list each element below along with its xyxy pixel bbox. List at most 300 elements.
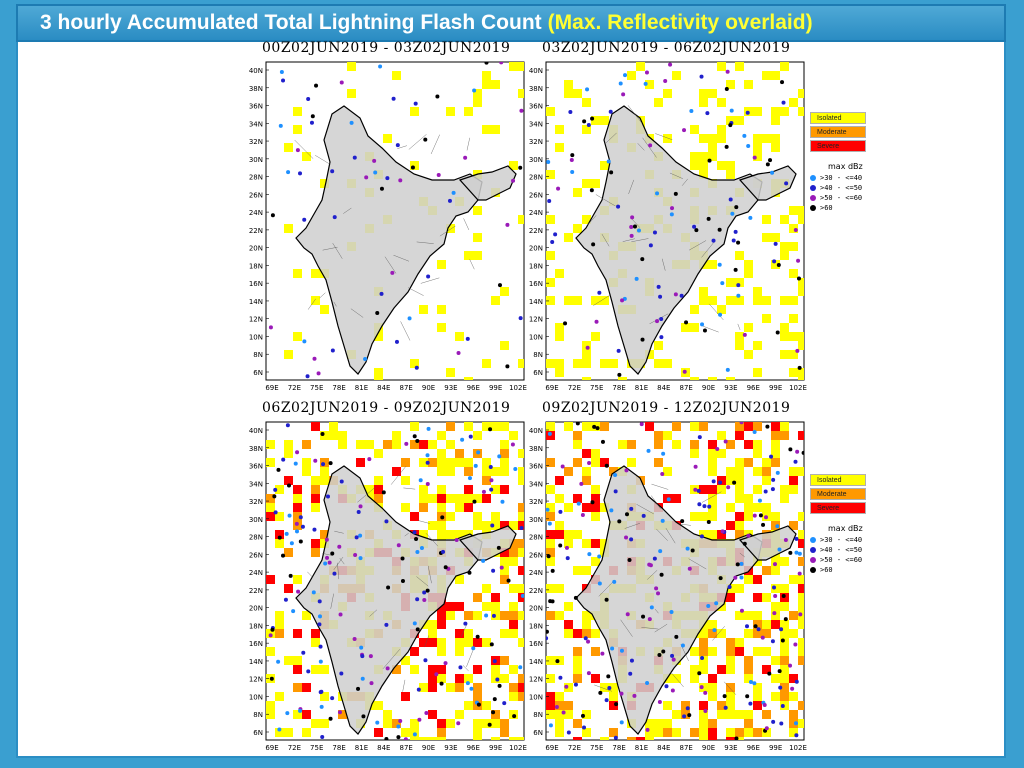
lightning-dot [395, 340, 399, 344]
legend-dbz-title: max dBz [828, 162, 863, 171]
reflectivity-cell [311, 638, 320, 647]
lightning-dot [610, 646, 614, 650]
lightning-dot [317, 622, 321, 626]
reflectivity-cell [275, 611, 284, 620]
reflectivity-cell [392, 431, 401, 440]
lat-tick-label: 38N [248, 444, 263, 453]
lightning-dot [796, 259, 800, 263]
reflectivity-cell [798, 575, 807, 584]
reflectivity-cell [663, 719, 672, 728]
lightning-dot [382, 490, 386, 494]
lightning-dot [340, 480, 344, 484]
reflectivity-cell [753, 449, 762, 458]
reflectivity-cell [338, 431, 347, 440]
reflectivity-cell [482, 638, 491, 647]
lightning-dot [306, 669, 310, 673]
reflectivity-cell [320, 305, 329, 314]
reflectivity-cell [744, 575, 753, 584]
lightning-dot [482, 490, 486, 494]
reflectivity-cell [573, 494, 582, 503]
legend-dbz-label: >60 [820, 204, 833, 212]
lightning-dot [416, 627, 420, 631]
reflectivity-cell [690, 152, 699, 161]
lightning-dot [545, 508, 549, 512]
reflectivity-cell [735, 431, 744, 440]
lightning-dot [320, 705, 324, 709]
lightning-dot [718, 480, 722, 484]
lightning-dot [630, 234, 634, 238]
lightning-dot [581, 714, 585, 718]
lat-tick-label: 12N [248, 675, 263, 684]
reflectivity-cell [762, 467, 771, 476]
lightning-dot [769, 455, 773, 459]
reflectivity-cell [753, 296, 762, 305]
reflectivity-cell [293, 269, 302, 278]
reflectivity-cell [320, 665, 329, 674]
lightning-dot [730, 109, 734, 113]
reflectivity-cell [473, 98, 482, 107]
legend-dbz-label: >30 - <=40 [820, 174, 863, 182]
reflectivity-cell [762, 296, 771, 305]
reflectivity-cell [392, 440, 401, 449]
reflectivity-cell [546, 278, 555, 287]
lightning-dot [385, 176, 389, 180]
lightning-dot [671, 688, 675, 692]
reflectivity-cell [798, 539, 807, 548]
reflectivity-cell [573, 566, 582, 575]
lightning-dot [498, 684, 502, 688]
lightning-dot [688, 567, 692, 571]
lightning-dot [723, 694, 727, 698]
lightning-dot [456, 721, 460, 725]
lightning-dot [301, 525, 305, 529]
lightning-dot [484, 61, 488, 65]
lightning-dot [311, 114, 315, 118]
reflectivity-cell [509, 683, 518, 692]
reflectivity-cell [410, 647, 419, 656]
lightning-dot [726, 70, 730, 74]
reflectivity-cell [464, 467, 473, 476]
lightning-dot [339, 671, 343, 675]
reflectivity-cell [482, 494, 491, 503]
reflectivity-cell [654, 440, 663, 449]
lightning-dot [286, 170, 290, 174]
lightning-dot [361, 714, 365, 718]
reflectivity-cell [789, 611, 798, 620]
lightning-dot [488, 723, 492, 727]
reflectivity-cell [401, 692, 410, 701]
lightning-dot [784, 538, 788, 542]
reflectivity-cell [473, 521, 482, 530]
lightning-dot [640, 422, 644, 426]
reflectivity-cell [275, 692, 284, 701]
lightning-dot [703, 691, 707, 695]
lightning-dot [306, 374, 310, 378]
lat-tick-label: 24N [248, 209, 263, 218]
legend-dot-icon [810, 537, 816, 543]
lightning-dot [655, 191, 659, 195]
lightning-dot [607, 686, 611, 690]
lightning-dot [544, 636, 548, 640]
reflectivity-cell [780, 62, 789, 71]
reflectivity-cell [780, 107, 789, 116]
reflectivity-cell [356, 440, 365, 449]
lightning-dot [621, 92, 625, 96]
reflectivity-cell [591, 458, 600, 467]
lat-tick-label: 36N [248, 462, 263, 471]
lightning-dot [698, 435, 702, 439]
lon-tick-label: 96E [466, 744, 480, 752]
reflectivity-cell [708, 728, 717, 737]
lon-tick-label: 93E [444, 384, 458, 392]
reflectivity-cell [293, 503, 302, 512]
reflectivity-cell [311, 485, 320, 494]
lightning-dot [270, 677, 274, 681]
reflectivity-cell [735, 251, 744, 260]
reflectivity-cell [401, 503, 410, 512]
reflectivity-cell [717, 161, 726, 170]
reflectivity-cell [464, 701, 473, 710]
map-panel-3 [244, 400, 530, 762]
reflectivity-cell [446, 368, 455, 377]
reflectivity-cell [726, 638, 735, 647]
lightning-dot [700, 656, 704, 660]
reflectivity-cell [509, 629, 518, 638]
lon-tick-label: 102E [509, 744, 527, 752]
reflectivity-cell [573, 665, 582, 674]
reflectivity-cell [464, 638, 473, 647]
lat-tick-label: 20N [528, 604, 543, 613]
reflectivity-cell [690, 440, 699, 449]
lightning-dot [375, 721, 379, 725]
reflectivity-cell [798, 341, 807, 350]
reflectivity-cell [717, 710, 726, 719]
lightning-dot [558, 676, 562, 680]
lat-tick-label: 14N [528, 297, 543, 306]
lightning-dot [641, 615, 645, 619]
reflectivity-cell [428, 440, 437, 449]
lightning-dot [658, 295, 662, 299]
lightning-dot [350, 121, 354, 125]
lightning-dot [718, 228, 722, 232]
lon-tick-label: 78E [332, 384, 346, 392]
reflectivity-cell [735, 584, 744, 593]
reflectivity-cell [293, 683, 302, 692]
reflectivity-cell [591, 485, 600, 494]
lightning-dot [765, 726, 769, 730]
lightning-dot [732, 481, 736, 485]
lightning-dot [280, 70, 284, 74]
reflectivity-cell [500, 422, 509, 431]
reflectivity-cell [564, 629, 573, 638]
lightning-dot [780, 80, 784, 84]
reflectivity-cell [500, 611, 509, 620]
lightning-dot [745, 624, 749, 628]
lightning-dot [398, 178, 402, 182]
reflectivity-cell [293, 656, 302, 665]
lat-tick-label: 28N [248, 533, 263, 542]
lat-tick-label: 36N [528, 462, 543, 471]
lightning-dot [278, 536, 282, 540]
lightning-dot [298, 171, 302, 175]
reflectivity-cell [482, 125, 491, 134]
reflectivity-cell [266, 503, 275, 512]
lat-tick-label: 8N [253, 711, 263, 720]
reflectivity-cell [762, 593, 771, 602]
lightning-dot [401, 556, 405, 560]
lightning-dot [574, 683, 578, 687]
lightning-dot [489, 465, 493, 469]
reflectivity-cell [753, 368, 762, 377]
reflectivity-cell [627, 71, 636, 80]
legend-dbz-item [810, 565, 900, 575]
lon-tick-label: 72E [567, 384, 582, 392]
lightning-dot [794, 460, 798, 464]
lon-tick-label: 72E [567, 744, 582, 752]
lightning-dot [619, 82, 623, 86]
reflectivity-cell [446, 107, 455, 116]
reflectivity-cell [591, 503, 600, 512]
reflectivity-cell [293, 575, 302, 584]
lightning-dot [484, 614, 488, 618]
reflectivity-cell [464, 494, 473, 503]
reflectivity-cell [437, 638, 446, 647]
lightning-dot [384, 623, 388, 627]
reflectivity-cell [546, 215, 555, 224]
reflectivity-cell [509, 692, 518, 701]
reflectivity-cell [555, 521, 564, 530]
lat-tick-label: 14N [528, 657, 543, 666]
lightning-dot [270, 628, 274, 632]
reflectivity-cell [690, 125, 699, 134]
reflectivity-cell [663, 431, 672, 440]
reflectivity-cell [735, 710, 744, 719]
reflectivity-cell [573, 629, 582, 638]
reflectivity-cell [744, 494, 753, 503]
reflectivity-cell [798, 647, 807, 656]
reflectivity-cell [789, 368, 798, 377]
lightning-dot [404, 737, 408, 741]
lon-tick-label: 72E [287, 744, 302, 752]
reflectivity-cell [771, 620, 780, 629]
lightning-dot [707, 217, 711, 221]
reflectivity-cell [437, 305, 446, 314]
reflectivity-cell [564, 80, 573, 89]
legend-category: Moderate [810, 126, 866, 138]
lon-tick-label: 87E [679, 384, 693, 392]
reflectivity-cell [690, 323, 699, 332]
lightning-dot [396, 725, 400, 729]
lightning-dot [302, 218, 306, 222]
lightning-dot [664, 684, 668, 688]
lon-tick-label: 69E [265, 384, 279, 392]
reflectivity-cell [762, 503, 771, 512]
lon-tick-label: 99E [488, 384, 503, 392]
lon-tick-label: 75E [590, 384, 604, 392]
reflectivity-cell [573, 656, 582, 665]
reflectivity-cell [555, 530, 564, 539]
lightning-dot [574, 596, 578, 600]
legend-category: Severe [810, 140, 866, 152]
lightning-dot [497, 546, 501, 550]
reflectivity-cell [464, 611, 473, 620]
reflectivity-cell [609, 692, 618, 701]
lat-tick-label: 18N [248, 622, 263, 631]
lightning-dot [740, 609, 744, 613]
reflectivity-cell [753, 575, 762, 584]
lightning-dot [330, 696, 334, 700]
reflectivity-cell [302, 683, 311, 692]
reflectivity-cell [780, 296, 789, 305]
lightning-dot [746, 111, 750, 115]
lon-tick-label: 99E [488, 744, 503, 752]
lightning-dot [312, 528, 316, 532]
lat-tick-label: 16N [248, 640, 263, 649]
lightning-dot [746, 144, 750, 148]
lightning-dot [659, 317, 663, 321]
reflectivity-cell [564, 602, 573, 611]
reflectivity-cell [600, 359, 609, 368]
reflectivity-cell [744, 629, 753, 638]
reflectivity-cell [464, 107, 473, 116]
lightning-dot [777, 548, 781, 552]
lightning-dot [647, 449, 651, 453]
reflectivity-cell [798, 584, 807, 593]
lightning-dot [597, 555, 601, 559]
lat-tick-label: 18N [248, 262, 263, 271]
lat-tick-label: 22N [248, 586, 263, 595]
reflectivity-cell [302, 152, 311, 161]
reflectivity-cell [726, 728, 735, 737]
lightning-dot [417, 718, 421, 722]
reflectivity-cell [744, 350, 753, 359]
reflectivity-cell [780, 422, 789, 431]
reflectivity-cell [573, 224, 582, 233]
lat-tick-label: 22N [528, 586, 543, 595]
lat-tick-label: 40N [248, 67, 263, 75]
reflectivity-cell [573, 440, 582, 449]
lightning-dot [633, 225, 637, 229]
reflectivity-cell [437, 449, 446, 458]
lightning-dot [790, 687, 794, 691]
reflectivity-cell [410, 512, 419, 521]
lat-tick-label: 12N [528, 315, 543, 324]
reflectivity-cell [717, 125, 726, 134]
lightning-dot [518, 166, 522, 170]
reflectivity-cell [762, 458, 771, 467]
lightning-dot [468, 476, 472, 480]
lightning-dot [299, 540, 303, 544]
reflectivity-cell [419, 503, 428, 512]
lightning-dot [565, 546, 569, 550]
reflectivity-cell [699, 728, 708, 737]
lightning-dot [660, 472, 664, 476]
lightning-dot [657, 653, 661, 657]
reflectivity-cell [582, 449, 591, 458]
lightning-dot [284, 598, 288, 602]
lightning-dot [426, 275, 430, 279]
lat-tick-label: 34N [248, 120, 263, 129]
reflectivity-cell [771, 512, 780, 521]
lightning-dot [714, 601, 718, 605]
reflectivity-cell [311, 422, 320, 431]
lightning-dot [715, 447, 719, 451]
reflectivity-cell [546, 107, 555, 116]
lightning-dot [712, 239, 716, 243]
reflectivity-cell [780, 494, 789, 503]
reflectivity-cell [771, 431, 780, 440]
map-panel-4 [524, 400, 810, 762]
lightning-dot [653, 231, 657, 235]
lightning-dot [581, 513, 585, 517]
reflectivity-cell [293, 332, 302, 341]
lightning-dot [570, 158, 574, 162]
reflectivity-cell [717, 98, 726, 107]
reflectivity-cell [771, 656, 780, 665]
reflectivity-cell [446, 602, 455, 611]
lightning-dot [670, 654, 674, 658]
reflectivity-cell [455, 647, 464, 656]
reflectivity-cell [311, 629, 320, 638]
reflectivity-cell [663, 359, 672, 368]
lightning-dot [500, 566, 504, 570]
lightning-dot [413, 621, 417, 625]
lightning-dot [635, 277, 639, 281]
reflectivity-cell [753, 485, 762, 494]
reflectivity-cell [753, 341, 762, 350]
lat-tick-label: 22N [528, 226, 543, 235]
lightning-dot [703, 709, 707, 713]
reflectivity-cell [329, 431, 338, 440]
reflectivity-cell [663, 89, 672, 98]
lat-tick-label: 38N [248, 84, 263, 93]
reflectivity-cell [762, 620, 771, 629]
lightning-dot [587, 123, 591, 127]
lightning-dot [797, 276, 801, 280]
reflectivity-cell [699, 296, 708, 305]
reflectivity-cell [798, 89, 807, 98]
lightning-dot [624, 468, 628, 472]
lat-tick-label: 20N [248, 604, 263, 613]
reflectivity-cell [708, 449, 717, 458]
reflectivity-cell [546, 251, 555, 260]
reflectivity-cell [428, 710, 437, 719]
lightning-dot [422, 590, 426, 594]
reflectivity-cell [464, 458, 473, 467]
reflectivity-cell [509, 620, 518, 629]
lightning-dot [329, 461, 333, 465]
reflectivity-cell [329, 422, 338, 431]
lon-tick-label: 81E [634, 744, 649, 752]
lightning-dot [392, 97, 396, 101]
reflectivity-cell [654, 431, 663, 440]
lightning-dot [771, 639, 775, 643]
lat-tick-label: 36N [248, 102, 263, 111]
reflectivity-cell [437, 728, 446, 737]
reflectivity-cell [582, 566, 591, 575]
reflectivity-cell [780, 692, 789, 701]
reflectivity-cell [446, 494, 455, 503]
lightning-dot [558, 543, 562, 547]
lightning-dot [512, 714, 516, 718]
reflectivity-cell [654, 359, 663, 368]
lightning-dot [564, 685, 568, 689]
lightning-dot [718, 313, 722, 317]
reflectivity-cell [284, 656, 293, 665]
reflectivity-cell [753, 692, 762, 701]
lightning-dot [689, 109, 693, 113]
reflectivity-cell [573, 359, 582, 368]
